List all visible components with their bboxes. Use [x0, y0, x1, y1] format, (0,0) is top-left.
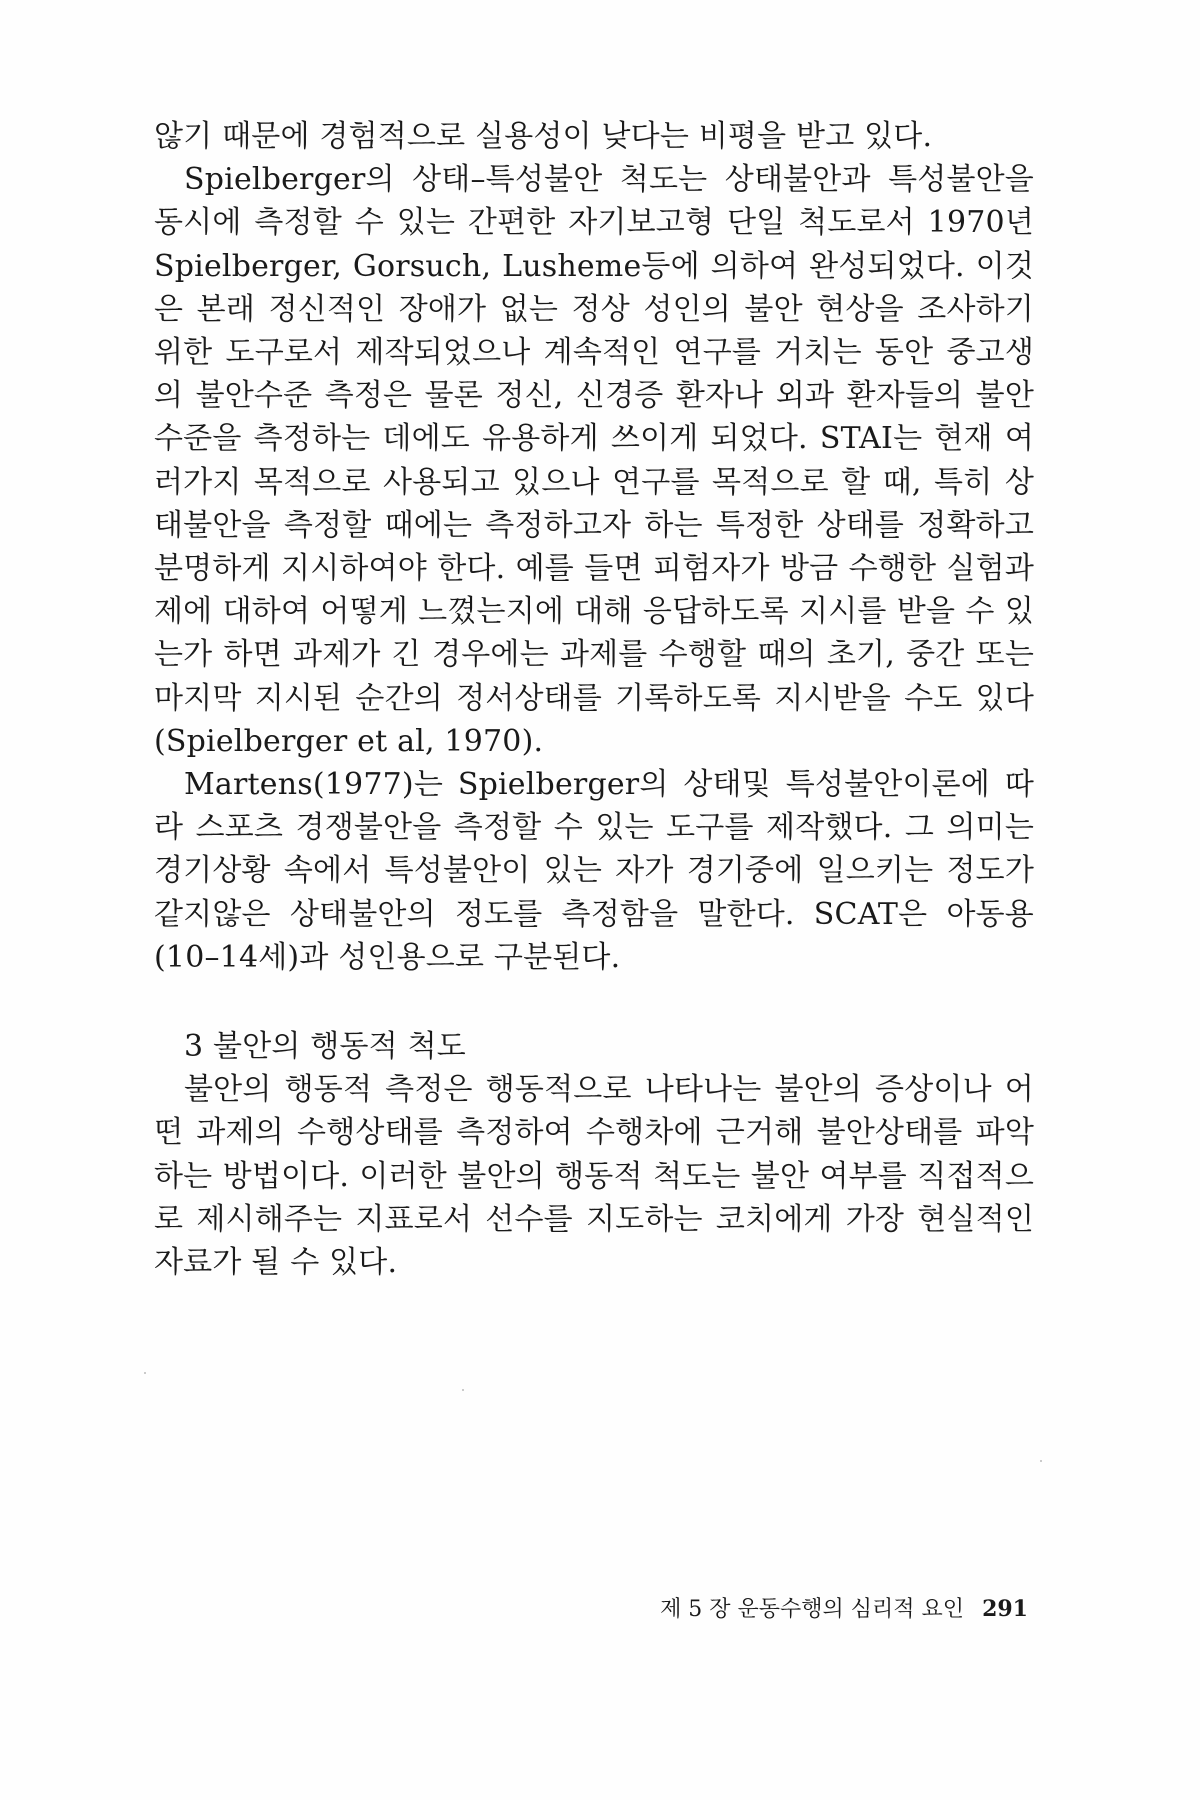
- section-heading: 3 불안의 행동적 척도: [184, 1029, 466, 1065]
- paragraph-continued: 않기 때문에 경험적으로 실용성이 낮다는 비평을 받고 있다.: [154, 119, 933, 154]
- running-footer: 제 5 장 운동수행의 심리적 요인: [660, 1597, 965, 1622]
- scan-speck: [462, 1389, 464, 1391]
- paragraph-behavioral: 불안의 행동적 측정은 행동적으로 나타나는 불안의 증상이나 어떤 과제의 수행상태를 측정하여 수행차에 근거해 불안상태를 파악하는 방법이다. 이러한 불안의 행동적 척도는 불안 여부를 직접적으로 제시해주는 지표로서 선수를 지도하는 코치에게 가장 현실적인 자료가 될 수 있다.: [154, 1072, 1034, 1281]
- page-footer: [660, 1594, 1028, 1625]
- scan-speck: [1040, 1460, 1042, 1462]
- page-number: 291: [982, 1596, 1028, 1622]
- scan-speck: [144, 1372, 146, 1374]
- body-text: [154, 115, 1034, 1284]
- paragraph-stai: Spielberger의 상태–특성불안 척도는 상태불안과 특성불안을 동시에 측정할 수 있는 간편한 자기보고형 단일 척도로서 1970년 Spielberger, Gorsuch, Lusheme등에 의하여 완성되었다. 이것은 본래 정신적인 장애가 없는 정상 성인의 불안 현상을 조사하기 위한 도구로서 제작되었으나 계속적인 연구를 거치는 동안 중고생의 불안수준 측정은 물론 정신, 신경증 환자나 외과 환자들의 불안 수준을 측정하는 데에도 유용하게 쓰이게 되었다. STAI는 현재 여러가지 목적으로 사용되고 있으나 연구를 목적으로 할 때, 특히 상태불안을 측정할 때에는 측정하고자 하는 특정한 상태를 정확하고 분명하게 지시하여야 한다. 예를 들면 피험자가 방금 수행한 실험과제에 대하여 어떻게 느꼈는지에 대해 응답하도록 지시를 받을 수 있는가 하면 과제가 긴 경우에는 과제를 수행할 때의 초기, 중간 또는 마지막 지시된 순간의 정서상태를 기록하도록 지시받을 수도 있다(Spielberger et al, 1970).: [154, 162, 1034, 759]
- paragraph-scat: Martens(1977)는 Spielberger의 상태및 특성불안이론에 따라 스포츠 경쟁불안을 측정할 수 있는 도구를 제작했다. 그 의미는 경기상황 속에서 특성불안이 있는 자가 경기중에 일으키는 정도가 같지않은 상태불안의 정도를 측정함을 말한다. SCAT은 아동용(10–14세)과 성인용으로 구분된다.: [154, 767, 1034, 975]
